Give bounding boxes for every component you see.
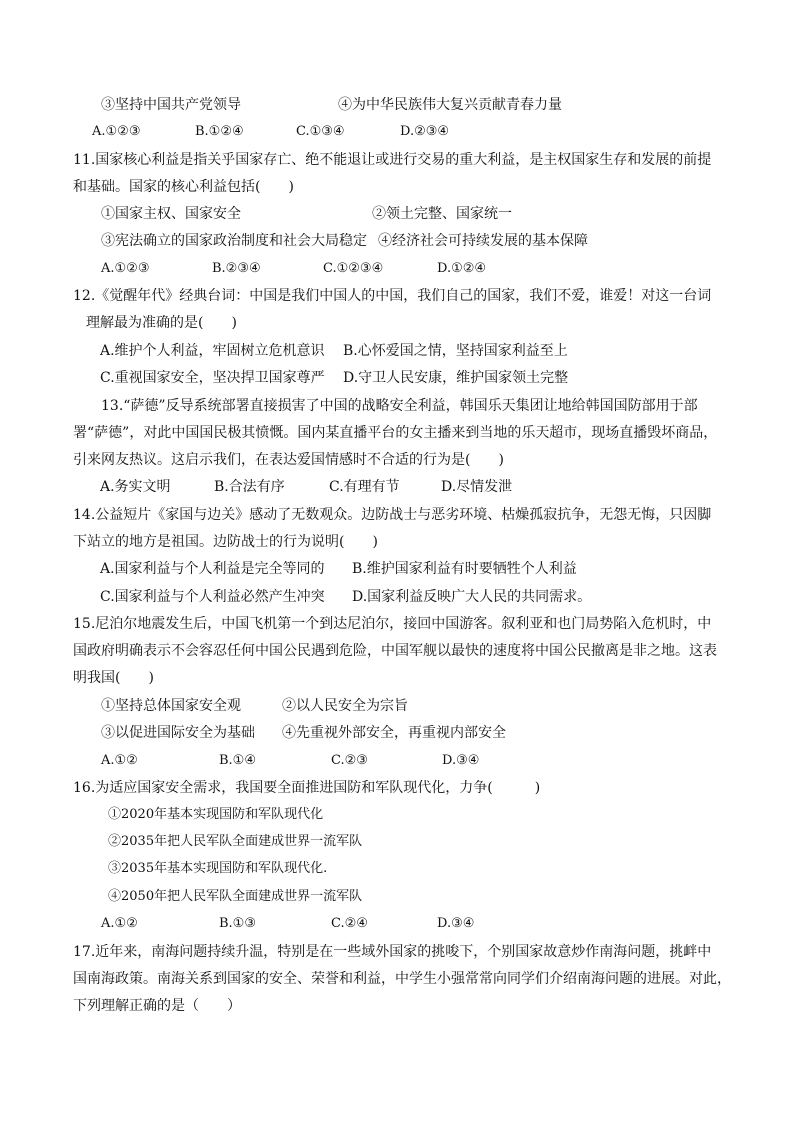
question-16-item-4: ④2050年把人民军队全面建成世界一流军队: [108, 889, 363, 904]
question-12-option-a: A.维护个人利益，牢固树立危机意识: [100, 343, 325, 359]
question-16-item-3: ③2035年基本实现国防和军队现代化.: [108, 861, 328, 876]
question-15-item-1: ①坚持总体国家安全观: [101, 698, 241, 714]
question-17-stem-line-2: 国南海政策。南海关系到国家的安全、荣誉和利益，中学生小强常常向同学们介绍南海问题的进展。对此，: [73, 971, 731, 987]
question-17-stem-line-1: 17.近年来，南海问题持续升温，特别是在一些域外国家的挑唆下，个别国家故意炒作南海问题，挑衅中: [73, 944, 712, 960]
question-10-option-b: B.①②④: [195, 124, 244, 139]
question-17-stem-line-3: 下列理解正确的是（ ）: [73, 998, 241, 1014]
question-13-option-a: A.务实文明: [100, 479, 171, 495]
question-16-option-c: C.②④: [331, 916, 368, 931]
question-11-option-a: A.①②③: [101, 261, 150, 276]
question-10-item-3: ③坚持中国共产党领导: [101, 97, 241, 113]
question-13-option-c: C.有理有节: [329, 479, 400, 495]
question-16-option-a: A.①②: [101, 916, 138, 931]
question-15-stem-line-3: 明我国( ): [73, 670, 154, 686]
question-12-option-b: B.心怀爱国之情，坚持国家利益至上: [343, 343, 568, 359]
question-15-item-3: ③以促进国际安全为基础: [101, 725, 255, 741]
question-15-stem-line-1: 15.尼泊尔地震发生后，中国飞机第一个到达尼泊尔，接回中国游客。叙利亚和也门局势陷入危机时，中: [73, 616, 712, 632]
question-13-stem-line-2: 署“萨德”，对此中国国民极其愤慨。国内某直播平台的女主播来到当地的乐天超市，现场直播毁坏商品，: [73, 425, 718, 441]
question-16-option-d: D.③④: [437, 916, 475, 931]
question-10-option-d: D.②③④: [400, 124, 450, 139]
question-10-item-4: ④为中华民族伟大复兴贡献青春力量: [338, 97, 562, 113]
question-16-item-2: ②2035年把人民军队全面建成世界一流军队: [108, 834, 363, 849]
question-16-item-1: ①2020年基本实现国防和军队现代化: [108, 807, 324, 822]
question-15-option-a: A.①②: [101, 753, 138, 768]
question-13-stem-line-3: 引来网友热议。这启示我们，在表达爱国情感时不合适的行为是( ): [73, 452, 504, 468]
question-11-stem-line-2: 和基础。国家的核心利益包括( ): [73, 179, 294, 195]
question-15-item-4: ④先重视外部安全，再重视内部安全: [282, 725, 506, 741]
question-15-stem-line-2: 国政府明确表示不会容忍任何中国公民遇到危险，中国军舰以最快的速度将中国公民撤离是非之地。这表: [73, 643, 717, 659]
question-11-item-4: ④经济社会可持续发展的基本保障: [378, 233, 588, 249]
question-14-stem-line-2: 下站立的地方是祖国。边防战士的行为说明( ): [73, 534, 378, 550]
question-11-option-b: B.②③④: [212, 261, 261, 276]
question-14-option-d: D.国家利益反映广大人民的共同需求。: [352, 589, 592, 605]
question-11-item-3: ③宪法确立的国家政治制度和社会大局稳定: [101, 233, 367, 249]
question-11-stem-line-1: 11.国家核心利益是指关乎国家存亡、绝不能退让或进行交易的重大利益，是主权国家生存和发展的前提: [73, 152, 712, 168]
question-15-option-c: C.②③: [331, 753, 368, 768]
question-13-option-d: D.尽情发泄: [441, 479, 513, 495]
question-14-option-c: C.国家利益与个人利益必然产生冲突: [100, 589, 325, 605]
question-15-item-2: ②以人民安全为宗旨: [282, 698, 408, 714]
question-13-option-b: B.合法有序: [214, 479, 285, 495]
question-16-stem-line-1: 16.为适应国家安全需求，我国要全面推进国防和军队现代化，力争( ): [73, 780, 541, 796]
question-14-option-b: B.维护国家利益有时要牺牲个人利益: [352, 561, 577, 577]
question-15-option-b: B.①④: [219, 753, 256, 768]
question-11-item-1: ①国家主权、国家安全: [101, 206, 241, 222]
question-12-option-d: D.守卫人民安康，维护国家领土完整: [343, 370, 569, 386]
question-13-stem-line-1: 13.“萨德”反导系统部署直接损害了中国的战略安全利益，韩国乐天集团让地给韩国国防部用于部: [101, 398, 698, 414]
question-16-option-b: B.①③: [219, 916, 256, 931]
question-12-option-c: C.重视国家安全，坚决捍卫国家尊严: [100, 370, 325, 386]
question-11-option-c: C.①②③④: [323, 261, 384, 276]
question-12-stem-line-1: 12.《觉醒年代》经典台词：中国是我们中国人的中国，我们自己的国家，我们不爱，谁爱！对这一台词: [73, 288, 712, 304]
question-14-stem-line-1: 14.公益短片《家国与边关》感动了无数观众。边防战士与恶劣环境、枯燥孤寂抗争，无怨无悔，只因脚: [73, 507, 712, 523]
question-10-option-c: C.①③④: [296, 124, 345, 139]
question-14-option-a: A.国家利益与个人利益是完全等同的: [100, 561, 325, 577]
question-10-option-a: A.①②③: [92, 124, 141, 139]
question-15-option-d: D.③④: [442, 753, 480, 768]
question-11-option-d: D.①②④: [437, 261, 487, 276]
question-11-item-2: ②领土完整、国家统一: [372, 206, 512, 222]
question-12-stem-line-2: 理解最为准确的是( ): [86, 315, 237, 331]
